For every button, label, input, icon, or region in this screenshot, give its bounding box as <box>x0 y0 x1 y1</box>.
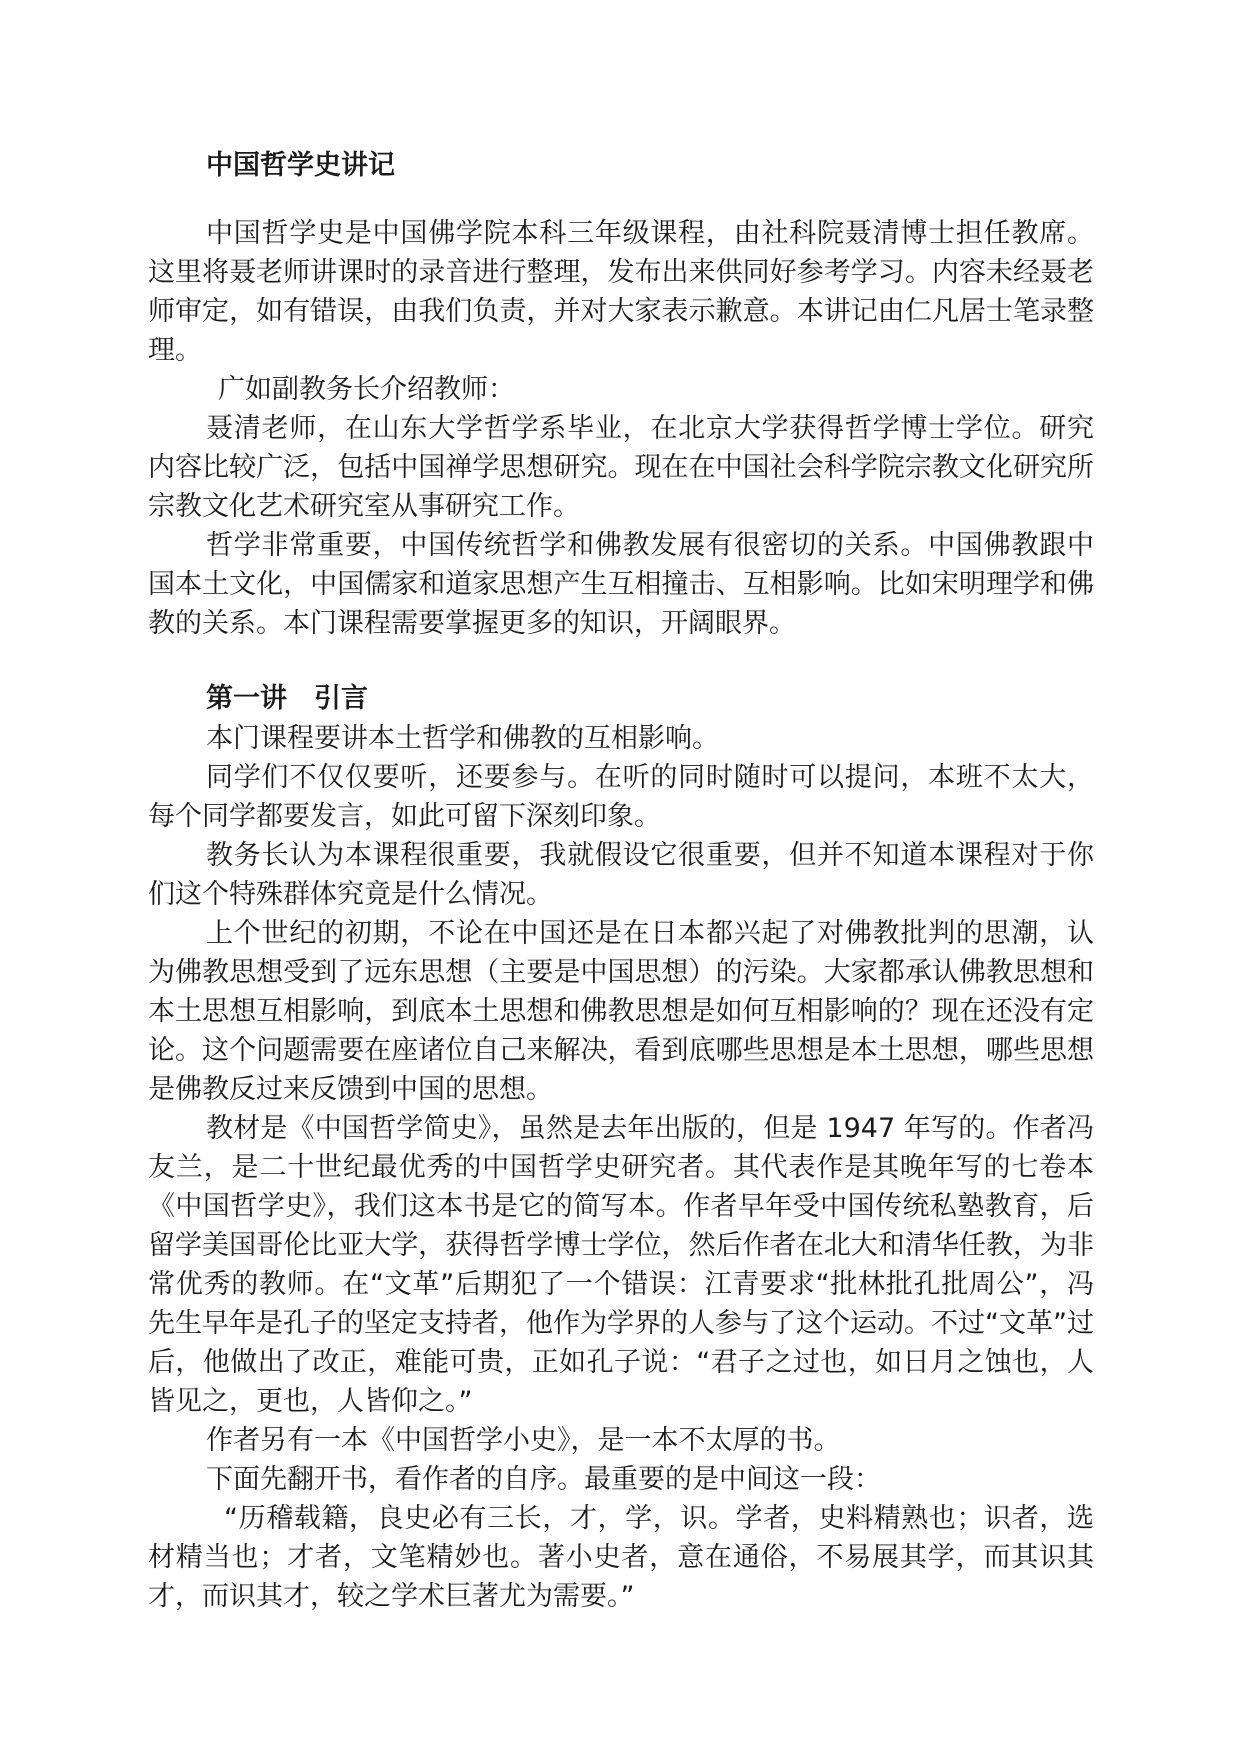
intro-paragraph: 聂清老师，在山东大学哲学系毕业，在北京大学获得哲学博士学位。研究内容比较广泛，包括中国禅学思想研究。现在在中国社会科学院宗教文化研究所宗教文化艺术研究室从事研究工作。 <box>148 413 1094 522</box>
section-heading: 第一讲 引言 <box>206 683 368 714</box>
document-title: 中国哲学史讲记 <box>206 150 395 181</box>
section-paragraph: 同学们不仅仅要听，还要参与。在听的同时随时可以提问，本班不太大，每个同学都要发言，如此可留下深刻印象。 <box>148 762 1094 832</box>
section-paragraph: 作者另有一本《中国哲学小史》，是一本不太厚的书。 <box>206 1425 841 1456</box>
intro-paragraph: 中国哲学史是中国佛学院本科三年级课程，由社科院聂清博士担任教席。这里将聂老师讲课时的录音进行整理，发布出来供同好参考学习。内容未经聂老师审定，如有错误，由我们负责，并对大家表示歉意。本讲记由仁凡居士笔录整理。 <box>148 218 1094 366</box>
section-paragraph: 教材是《中国哲学简史》，虽然是去年出版的，但是 1947 年写的。作者冯友兰，是二十世纪最优秀的中国哲学史研究者。其代表作是其晚年写的七卷本《中国哲学史》，我们这本书是它的简写本。作者早年受中国传统私塾教育，后留学美国哥伦比亚大学，获得哲学博士学位，然后作者在北大和清华任教，为非常优秀的教师。在“文革”后期犯了一个错误：江青要求“批林批孔批周公”，冯先生早年是孔子的坚定支持者，他作为学界的人参与了这个运动。不过“文革”过后，他做出了改正，难能可贵，正如孔子说：“君子之过也，如日月之蚀也，人皆见之，更也，人皆仰之。” <box>148 1113 1094 1417</box>
document-body <box>148 146 1094 1616</box>
section-paragraph: 下面先翻开书，看作者的自序。最重要的是中间这一段： <box>206 1464 881 1495</box>
section-paragraph: 本门课程要讲本土哲学和佛教的互相影响。 <box>206 723 719 754</box>
section-paragraph: 教务长认为本课程很重要，我就假设它很重要，但并不知道本课程对于你们这个特殊群体究竟是什么情况。 <box>148 840 1094 910</box>
intro-paragraph: 哲学非常重要，中国传统哲学和佛教发展有很密切的关系。中国佛教跟中国本土文化，中国儒家和道家思想产生互相撞击、互相影响。比如宋明理学和佛教的关系。本门课程需要掌握更多的知识，开阔眼界。 <box>148 530 1094 639</box>
quote-paragraph: “历稽载籍，良史必有三长，才，学，识。学者，史料精熟也；识者，选材精当也；才者，文笔精妙也。著小史者，意在通俗，不易展其学，而其识其才，而识其才，较之学术巨著尤为需要。” <box>148 1503 1094 1612</box>
section-paragraph: 上个世纪的初期，不论在中国还是在日本都兴起了对佛教批判的思潮，认为佛教思想受到了远东思想（主要是中国思想）的污染。大家都承认佛教思想和本土思想互相影响，到底本土思想和佛教思想是如何互相影响的？现在还没有定论。这个问题需要在座诸位自己来解决，看到底哪些思想是本土思想，哪些思想是佛教反过来反馈到中国的思想。 <box>148 918 1094 1105</box>
intro-paragraph: 广如副教务长介绍教师： <box>218 374 515 405</box>
